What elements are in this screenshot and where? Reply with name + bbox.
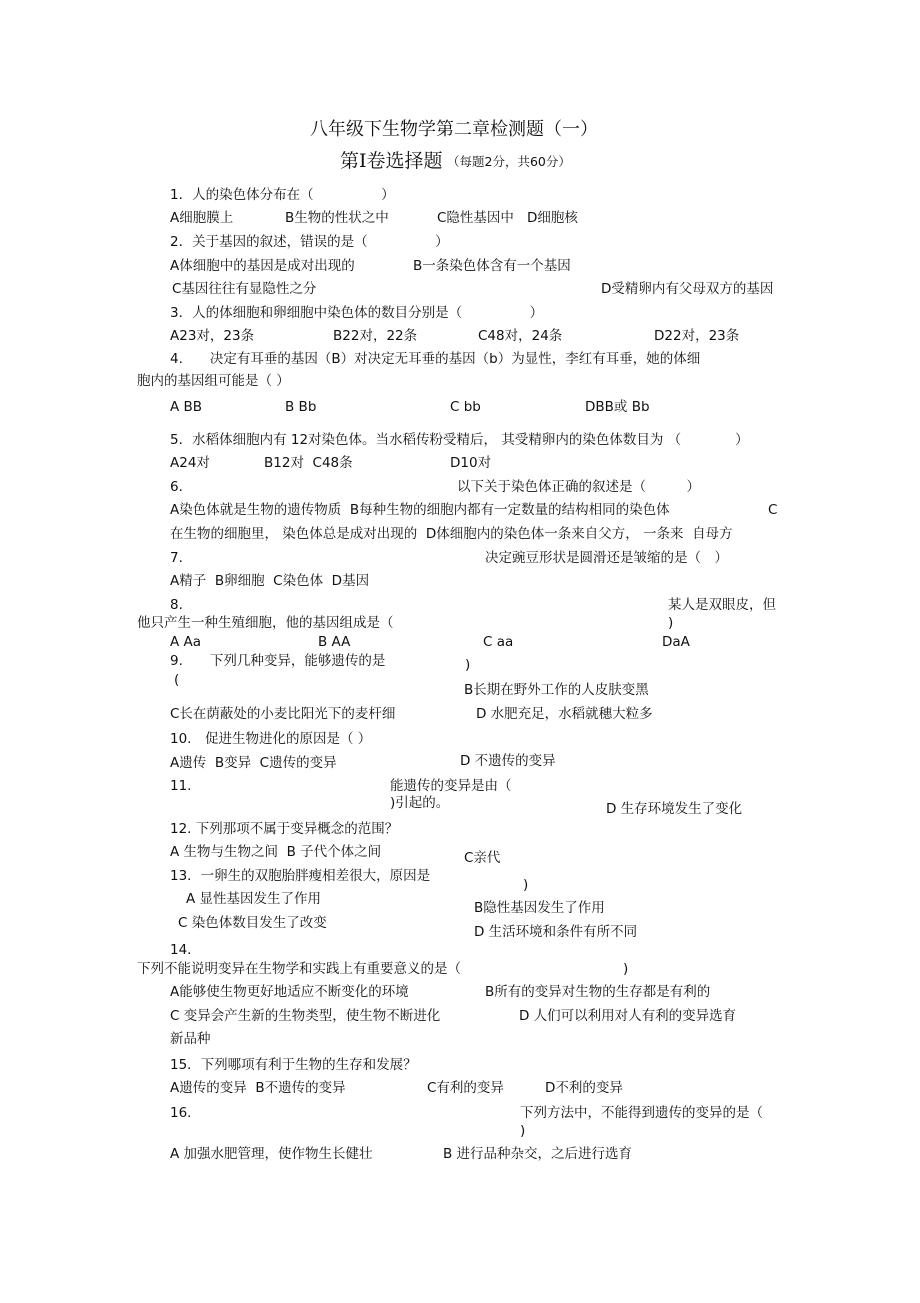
question-text: 他只产生一种生殖细胞，他的基因组成是（ [137,615,394,631]
answer-option-text: C隐性基因中 [437,210,514,226]
question-text: 2．关于基因的叙述，错误的是（ ） [170,234,449,250]
answer-option-text: C48对，24条 [478,328,563,344]
answer-option-text: D 水肥充足，水稻就穗大粒多 [476,706,653,722]
answer-option-text: D细胞核 [527,210,578,226]
question-text: 3．人的体细胞和卵细胞中染色体的数目分别是（ ） [170,305,544,321]
question-text: 下列方法中，不能得到遗传的变异的是（ [520,1105,763,1121]
question-text: 能遗传的变异是由（ [390,778,512,794]
answer-option-text: A BB [170,399,203,415]
answer-option-text: A遗传 B变异 C遗传的变异 [170,755,337,771]
answer-option-text: C有利的变异 [427,1080,504,1096]
question-text: 16． [170,1105,201,1121]
question-text: 8． [170,597,193,613]
question-text: ) [520,1123,526,1139]
answer-option-text: A细胞膜上 [170,210,234,226]
answer-option-text: A 加强水肥管理，使作物生长健壮 [170,1146,373,1162]
document-title: 八年级下生物学第二章检测题（一） [310,119,598,140]
question-text: 新品种 [170,1031,211,1047]
answer-option-text: A遗传的变异 B不遗传的变异 [170,1080,346,1096]
section-scoring-note: （每题2分，共60分） [447,154,571,169]
question-text: 15．下列哪项有利于生物的生存和发展？ [170,1057,417,1073]
question-text: 6． [170,479,193,495]
answer-option-text: C长在荫蔽处的小麦比阳光下的麦杆细 [170,706,396,722]
answer-option-text: B生物的性状之中 [285,210,389,226]
answer-option-text: C bb [450,399,481,415]
answer-option-text: C 染色体数目发生了改变 [178,915,327,931]
question-text: 10. 促进生物进化的原因是（ ） [170,731,372,747]
answer-option-text: B所有的变异对生物的生存都是有利的 [485,984,711,1000]
question-text: 5．水稻体细胞内有 12对染色体。当水稻传粉受精后， 其受精卵内的染色体数目为 （ ） [170,432,749,448]
question-text: 1．人的染色体分布在（ ） [170,187,395,203]
question-text: 胞内的基因组可能是（ ） [137,373,290,389]
answer-option-text: C 变异会产生新的生物类型，使生物不断进化 [170,1008,441,1024]
answer-option-text: C [768,502,778,518]
answer-option-text: B Bb [285,399,317,415]
answer-option-text: B隐性基因发生了作用 [474,900,605,916]
answer-option-text: B22对，22条 [333,328,418,344]
answer-option-text: DaA [662,634,690,650]
answer-option-text: C亲代 [464,850,501,866]
question-text: 下列不能说明变异在生物学和实践上有重要意义的是（ [137,961,461,977]
question-text: ) [623,961,629,977]
question-text: 14. [170,942,192,958]
answer-option-text: A 显性基因发生了作用 [186,891,322,907]
question-text: ( [174,672,180,688]
answer-option-text: A精子 B卵细胞 C染色体 D基因 [170,573,370,589]
answer-option-text: D 人们可以利用对人有利的变异选育 [519,1008,737,1024]
answer-option-text: D 生存环境发生了变化 [606,801,743,817]
question-text: 某人是双眼皮，但 [668,597,776,613]
answer-option-text: B AA [318,634,351,650]
answer-option-text: C基因往往有显隐性之分 [172,281,317,297]
question-text: ) [465,657,471,673]
answer-option-text: B12对 C48条 [264,455,353,471]
answer-option-text: D不利的变异 [545,1080,623,1096]
answer-option-text: D受精卵内有父母双方的基因 [601,281,774,297]
answer-option-text: B长期在野外工作的人皮肤变黑 [464,682,649,698]
question-text: 在生物的细胞里， 染色体总是成对出现的 D体细胞内的染色体一条来自父方， 一条来 自母方 [170,526,733,542]
answer-option-text: A能够使生物更好地适应不断变化的环境 [170,984,409,1000]
section-heading: 第Ⅰ卷选择题 [340,150,443,172]
answer-option-text: DBB或 Bb [585,399,650,415]
question-text: 4. 决定有耳垂的基因（B）对决定无耳垂的基因（b）为显性，李红有耳垂，她的体细 [170,351,701,367]
answer-option-text: A24对 [170,455,210,471]
question-text: 7． [170,550,193,566]
answer-option-text: A23对，23条 [170,328,255,344]
question-text: 以下关于染色体正确的叙述是（ ） [457,479,700,495]
answer-option-text: A Aa [170,634,202,650]
answer-option-text: D10对 [450,455,492,471]
answer-option-text: D 不遗传的变异 [460,753,556,769]
question-text: )引起的。 [390,795,450,811]
question-text: 13．一卵生的双胞胎胖瘦相差很大，原因是 [170,868,431,884]
answer-option-text: A体细胞中的基因是成对出现的 [170,258,355,274]
answer-option-text: A 生物与生物之间 B 子代个体之间 [170,844,382,860]
question-text: ) [668,615,674,631]
question-text: 9. 下列几种变异，能够遗传的是 [170,653,386,669]
question-text: 决定豌豆形状是圆滑还是皱缩的是（ ） [485,550,728,566]
question-text: 11. [170,778,192,794]
answer-option-text: D22对，23条 [654,328,740,344]
answer-option-text: B一条染色体含有一个基因 [413,258,571,274]
question-text: ) [523,877,529,893]
answer-option-text: A染色体就是生物的遗传物质 B每种生物的细胞内都有一定数量的结构相同的染色体 [170,502,670,518]
answer-option-text: B 进行品种杂交，之后进行选育 [443,1146,633,1162]
answer-option-text: D 生活环境和条件有所不同 [474,924,638,940]
answer-option-text: C aa [483,634,514,650]
question-text: 12. 下列那项不属于变异概念的范围？ [170,821,399,837]
